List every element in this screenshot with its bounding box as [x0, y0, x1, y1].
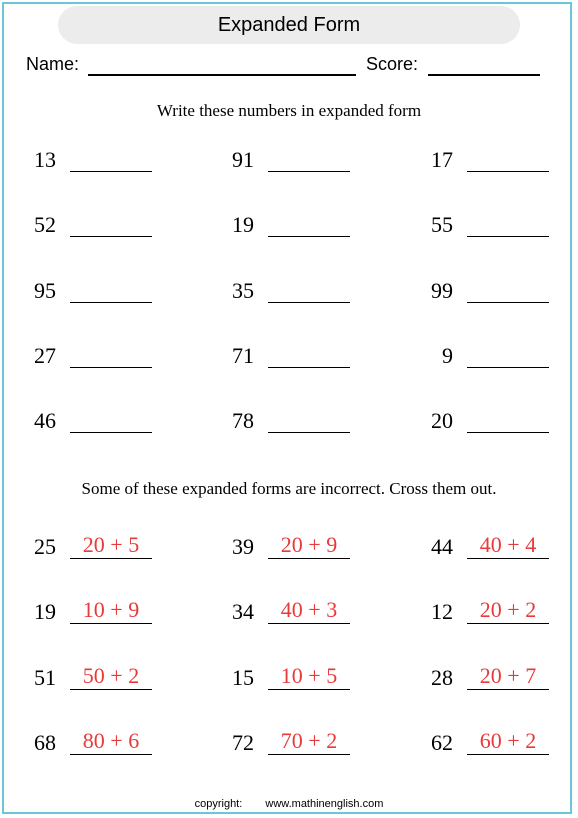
- question-number: 20: [431, 408, 453, 433]
- answer-blank[interactable]: [467, 145, 549, 172]
- expanded-form-answer[interactable]: 40 + 4: [467, 532, 549, 559]
- expanded-form-answer[interactable]: 80 + 6: [70, 728, 152, 755]
- website-link[interactable]: www.mathinenglish.com: [265, 798, 384, 810]
- question-number: 78: [232, 408, 254, 433]
- question-number: 91: [232, 147, 254, 172]
- question-number: 28: [431, 665, 453, 690]
- answer-blank[interactable]: [467, 276, 549, 303]
- name-field[interactable]: [88, 74, 356, 76]
- question-number: 15: [232, 665, 254, 690]
- answer-blank[interactable]: [467, 341, 549, 368]
- question-number: 9: [442, 343, 453, 368]
- question-number: 55: [431, 212, 453, 237]
- question-number: 25: [34, 534, 56, 559]
- expanded-form-answer[interactable]: 60 + 2: [467, 728, 549, 755]
- answer-blank[interactable]: [467, 210, 549, 237]
- question-number: 72: [232, 730, 254, 755]
- section2-instruction: Some of these expanded forms are incorrect. Cross them out.: [81, 479, 497, 498]
- question-number: 17: [431, 147, 453, 172]
- answer-blank[interactable]: [268, 406, 350, 433]
- copyright-label: copyright:: [194, 798, 243, 810]
- expanded-form-answer[interactable]: 70 + 2: [268, 728, 350, 755]
- footer: [0, 798, 578, 810]
- expanded-form-answer[interactable]: 20 + 2: [467, 597, 549, 624]
- answer-blank[interactable]: [70, 210, 152, 237]
- score-label: Score:: [366, 54, 419, 74]
- answer-blank[interactable]: [268, 276, 350, 303]
- expanded-form-answer[interactable]: 20 + 9: [268, 532, 350, 559]
- question-number: 99: [431, 278, 453, 303]
- question-number: 39: [232, 534, 254, 559]
- expanded-form-answer[interactable]: 10 + 9: [70, 597, 152, 624]
- question-number: 19: [232, 212, 254, 237]
- answer-blank[interactable]: [70, 276, 152, 303]
- expanded-form-answer[interactable]: 10 + 5: [268, 663, 350, 690]
- expanded-form-answer[interactable]: 20 + 5: [70, 532, 152, 559]
- section1-instruction: Write these numbers in expanded form: [156, 101, 422, 120]
- answer-blank[interactable]: [70, 406, 152, 433]
- answer-blank[interactable]: [467, 406, 549, 433]
- question-number: 52: [34, 212, 56, 237]
- expanded-form-answer[interactable]: 40 + 3: [268, 597, 350, 624]
- question-number: 44: [431, 534, 453, 559]
- question-number: 95: [34, 278, 56, 303]
- answer-blank[interactable]: [268, 145, 350, 172]
- question-number: 71: [232, 343, 254, 368]
- question-number: 27: [34, 343, 56, 368]
- question-number: 68: [34, 730, 56, 755]
- answer-blank[interactable]: [268, 341, 350, 368]
- question-number: 13: [34, 147, 56, 172]
- answer-blank[interactable]: [70, 145, 152, 172]
- name-label: Name:: [26, 54, 80, 74]
- question-number: 46: [34, 408, 56, 433]
- worksheet-title: Expanded Form: [58, 6, 520, 44]
- question-number: 35: [232, 278, 254, 303]
- expanded-form-answer[interactable]: 20 + 7: [467, 663, 549, 690]
- question-number: 34: [232, 599, 254, 624]
- answer-blank[interactable]: [70, 341, 152, 368]
- answer-blank[interactable]: [268, 210, 350, 237]
- question-number: 62: [431, 730, 453, 755]
- question-number: 12: [431, 599, 453, 624]
- question-number: 19: [34, 599, 56, 624]
- question-number: 51: [34, 665, 56, 690]
- expanded-form-answer[interactable]: 50 + 2: [70, 663, 152, 690]
- score-field[interactable]: [428, 74, 540, 76]
